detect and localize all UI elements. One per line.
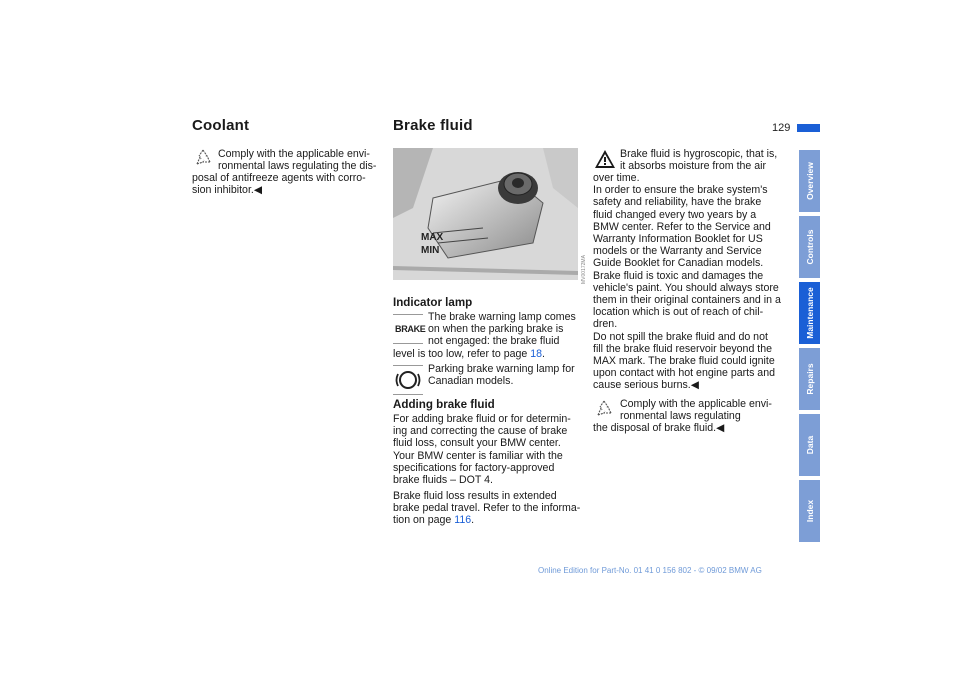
brake-lamp-text: BRAKE [395,324,426,334]
parking-brake-lamp-icon [393,365,423,395]
coolant-note-rest: posal of antifreeze agents with corro- sion inhibitor.◀ [192,172,366,197]
adding-paragraph-1: For adding brake fluid or for determin- ing and correcting the cause of brake fluid loss, consult your BMW center. Your BMW center is familiar with the specifications for factory-approved brake fluids – DOT 4. [393,413,571,487]
page-reference-link[interactable]: 116 [454,514,472,527]
brake-fluid-reservoir-image [393,148,578,280]
min-label: MIN [421,245,440,256]
section-title-brake-fluid: Brake fluid [393,117,473,134]
page-number: 129 [772,122,791,134]
warning-text-lead: Brake fluid is hygroscopic, that is, it absorbs moisture from the air [620,148,778,173]
max-label: MAX [421,232,444,243]
side-tab-maintenance[interactable]: Maintenance [799,282,820,344]
warning-text-rest: over time. In order to ensure the brake system's safety and reliability, have the brake fluid changed every two years by a BMW center. Refer to the Service and Warranty Information Booklet for US models or the Warranty and Service Guide Booklet for Canadian models. Brake fluid is toxic and damages the vehicle's paint. You should always store them in their original containers and in a location which is out of reach of chil- dren. Do not spill the brake fluid and do not fill the brake fluid reservoir beyond the MAX mark. The brake fluid could ignite upon contact with hot engine parts and cause serious burns.◀ [593,172,781,392]
recycle-icon [594,399,614,419]
indicator-text-rest: level is too low, refer to page 18. [393,348,545,360]
figure-code: MV00172MA [581,255,587,284]
coolant-note-lead: Comply with the applicable envi- ronmental laws regulating the dis- [218,148,377,173]
adding-paragraph-2: Brake fluid loss results in extended brake pedal travel. Refer to the informa- tion on page 116. [393,490,581,527]
side-tab-overview[interactable]: Overview [799,150,820,212]
side-tab-repairs[interactable]: Repairs [799,348,820,410]
page-reference-link[interactable]: 18 [530,348,543,360]
page-marker-bar [797,124,820,132]
warning-triangle-icon [594,148,616,170]
side-tab-controls[interactable]: Controls [799,216,820,278]
brake-lamp-icon [393,314,426,344]
canadian-lamp-text: Parking brake warning lamp for Canadian models. [428,363,575,388]
indicator-text-lead: The brake warning lamp comes on when the parking brake is not engaged: the brake fluid [428,311,576,348]
side-tab-index[interactable]: Index [799,480,820,542]
footer-edition-note: Online Edition for Part-No. 01 41 0 156 802 - © 09/02 BMW AG [538,566,762,575]
env-note-lead: Comply with the applicable envi- ronmental laws regulating [620,398,772,423]
recycle-icon [193,148,213,168]
side-tab-data[interactable]: Data [799,414,820,476]
section-title-coolant: Coolant [192,117,250,134]
env-note-rest: the disposal of brake fluid.◀ [593,422,725,434]
adding-brake-fluid-heading: Adding brake fluid [393,398,495,411]
indicator-lamp-heading: Indicator lamp [393,296,473,309]
